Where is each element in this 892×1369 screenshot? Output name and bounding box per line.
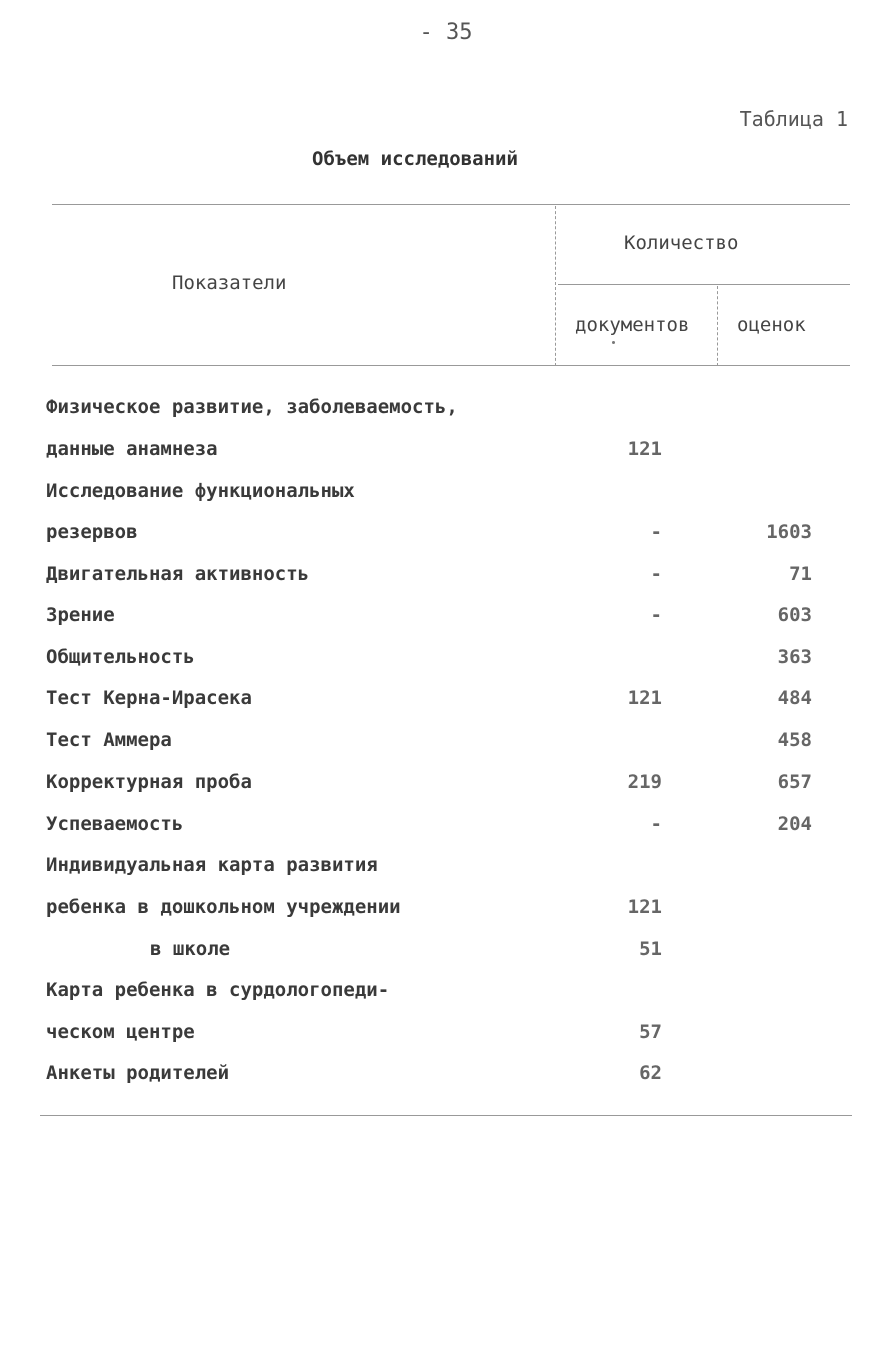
table-label: Таблица 1: [739, 107, 848, 131]
cell-estimates: 71: [789, 563, 812, 585]
table-top-rule: [52, 204, 850, 205]
row-label: Успеваемость: [46, 813, 184, 835]
row-label: Тест Аммера: [46, 729, 172, 751]
cell-estimates: 484: [777, 687, 812, 709]
cell-documents: 121: [627, 687, 662, 709]
table-bottom-rule: [40, 1115, 852, 1116]
row-label: Тест Керна-Ирасека: [46, 687, 252, 709]
row-label: данные анамнеза: [46, 438, 218, 460]
row-label: ческом центре: [46, 1021, 195, 1043]
cell-documents: -: [650, 813, 662, 835]
column-divider-main: [555, 206, 556, 366]
header-documents: документов: [575, 314, 690, 336]
row-label: Анкеты родителей: [46, 1062, 230, 1084]
cell-estimates: 1603: [766, 521, 812, 543]
cell-documents: 219: [627, 771, 662, 793]
row-label: Карта ребенка в сурдологопеди-: [46, 979, 390, 1001]
cell-estimates: 458: [777, 729, 812, 751]
speck-mark: [612, 341, 615, 344]
quantity-subheader-rule: [558, 284, 850, 285]
cell-documents: -: [650, 521, 662, 543]
row-label: Корректурная проба: [46, 771, 252, 793]
cell-estimates: 204: [777, 813, 812, 835]
row-label: ребенка в дошкольном учреждении: [46, 896, 401, 918]
row-label: Индивидуальная карта развития: [46, 854, 378, 876]
cell-documents: 51: [639, 938, 662, 960]
cell-documents: 121: [627, 896, 662, 918]
row-label: Физическое развитие, заболеваемость,: [46, 396, 458, 418]
page-number: - 35: [419, 20, 473, 45]
cell-documents: 62: [639, 1062, 662, 1084]
column-divider-sub: [717, 286, 718, 366]
cell-estimates: 657: [777, 771, 812, 793]
cell-documents: 57: [639, 1021, 662, 1043]
cell-estimates: 363: [777, 646, 812, 668]
header-quantity: Количество: [624, 232, 739, 254]
row-label: Зрение: [46, 604, 115, 626]
header-estimates: оценок: [737, 314, 806, 336]
header-bottom-rule: [52, 365, 850, 366]
table-title: Объем исследований: [312, 148, 518, 170]
cell-documents: -: [650, 563, 662, 585]
cell-estimates: 603: [777, 604, 812, 626]
row-label: Двигательная активность: [46, 563, 310, 585]
row-label: в школе: [150, 938, 231, 960]
cell-documents: 121: [627, 438, 662, 460]
row-label: Исследование функциональных: [46, 480, 355, 502]
cell-documents: -: [650, 604, 662, 626]
row-label: резервов: [46, 521, 138, 543]
header-indicators: Показатели: [172, 272, 287, 294]
row-label: Общительность: [46, 646, 195, 668]
